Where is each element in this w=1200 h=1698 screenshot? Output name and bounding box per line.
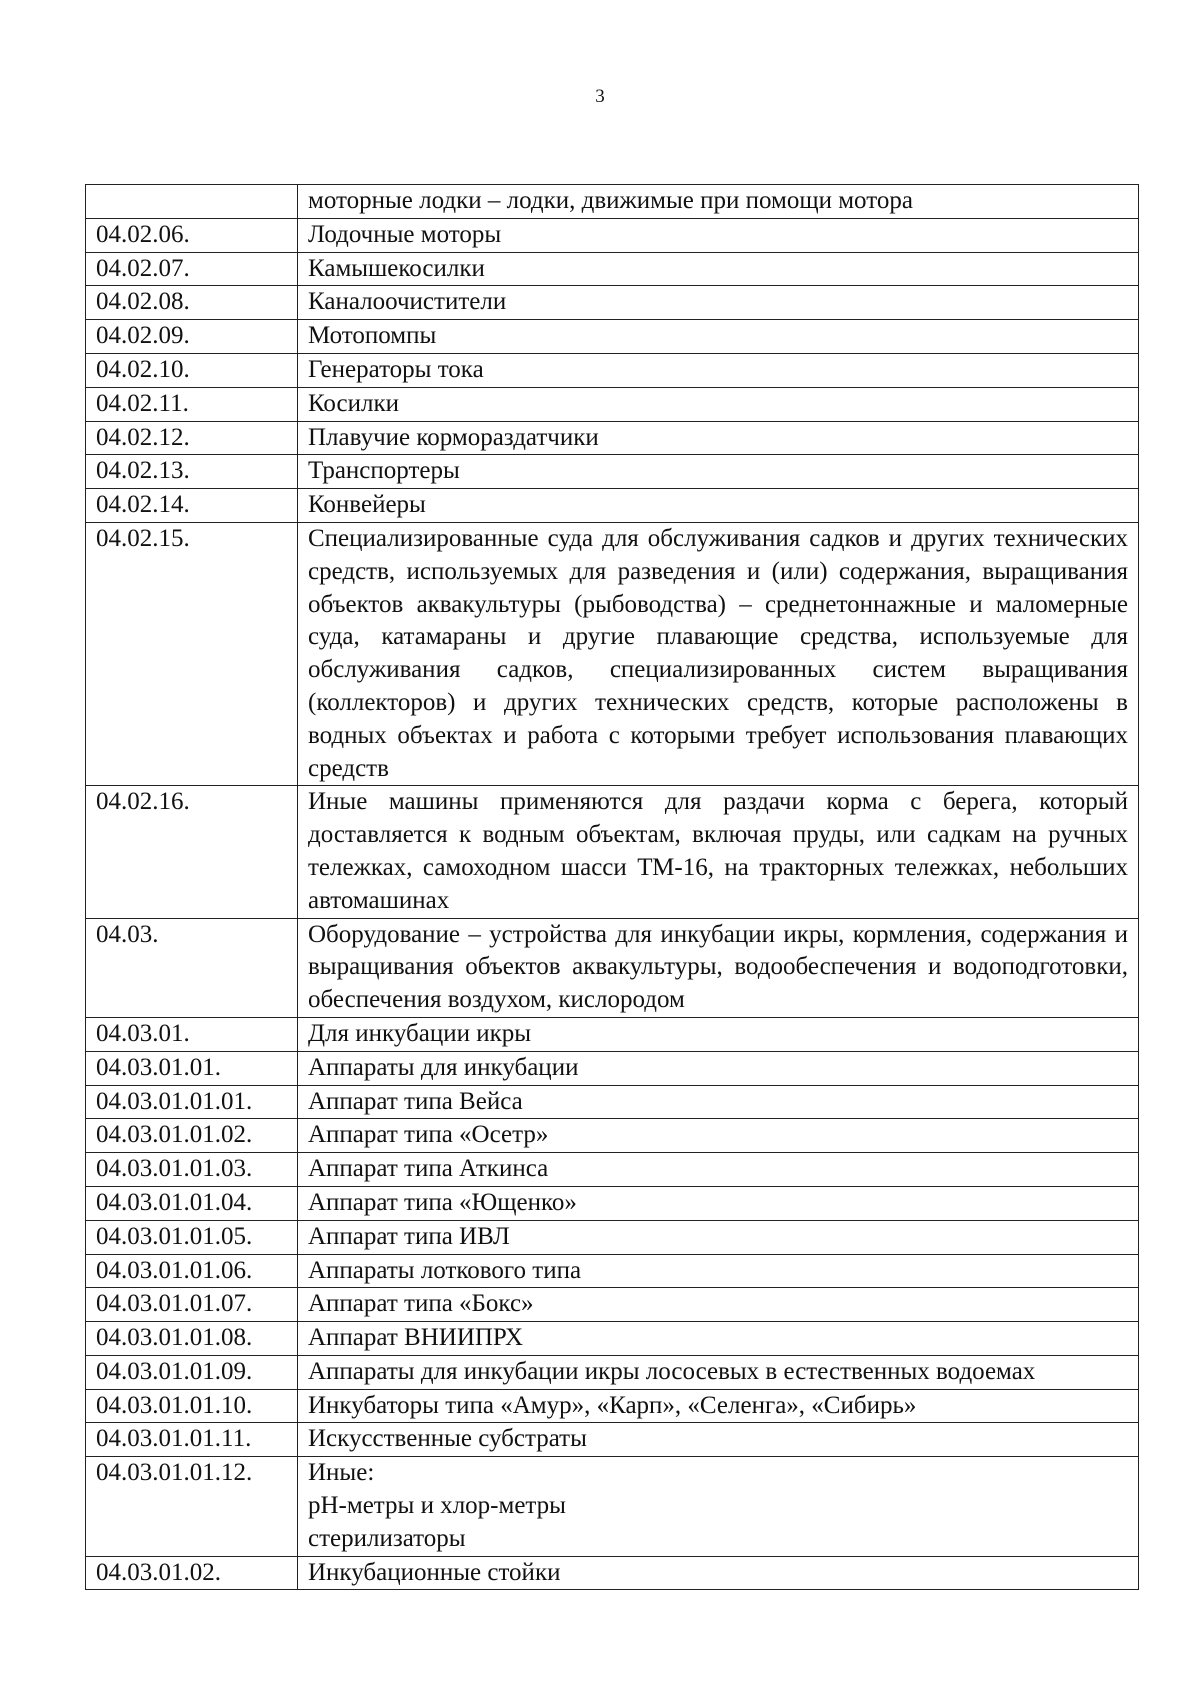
table-row (86, 1423, 1139, 1457)
row-code: 04.03.01.01.03. (86, 1153, 298, 1187)
table-row (86, 1556, 1139, 1590)
table-row (86, 1254, 1139, 1288)
row-description (298, 1355, 1139, 1389)
row-code: 04.03.01.01.02. (86, 1119, 298, 1153)
row-code: 04.02.08. (86, 286, 298, 320)
row-description (298, 455, 1139, 489)
description-line: Каналоочистители (308, 288, 507, 316)
table-row (86, 489, 1139, 523)
description-line: Аппараты лоткового типа (308, 1256, 582, 1284)
description-line: Транспортеры (308, 457, 460, 485)
row-description (298, 522, 1139, 785)
description-line: Аппарат типа Аткинса (308, 1155, 549, 1183)
description-line: Аппарат типа «Бокс» (308, 1290, 534, 1318)
description-line: Искусственные субстраты (308, 1425, 587, 1453)
row-description (298, 1254, 1139, 1288)
description-line: Аппараты для инкубации икры лососевых в естественных водоемах (308, 1357, 1036, 1385)
row-description (298, 918, 1139, 1017)
row-description (298, 353, 1139, 387)
description-line: Инкубаторы типа «Амур», «Карп», «Селенга», «Сибирь» (308, 1391, 917, 1419)
row-code: 04.02.16. (86, 786, 298, 918)
row-description (298, 185, 1139, 219)
classifier-table-body (86, 185, 1139, 1590)
table-row (86, 1457, 1139, 1556)
table-row (86, 353, 1139, 387)
table-row (86, 786, 1139, 918)
row-description (298, 786, 1139, 918)
row-description (298, 1085, 1139, 1119)
table-row (86, 1288, 1139, 1322)
description-line: Косилки (308, 389, 400, 417)
row-code: 04.02.12. (86, 421, 298, 455)
description-line: Лодочные моторы (308, 220, 502, 248)
row-description (298, 1322, 1139, 1356)
table-row (86, 320, 1139, 354)
table-row (86, 1220, 1139, 1254)
table-row (86, 918, 1139, 1017)
table-row (86, 1153, 1139, 1187)
row-code: 04.02.09. (86, 320, 298, 354)
description-line: Аппарат типа «Ющенко» (308, 1188, 577, 1216)
row-code: 04.03.01.01.06. (86, 1254, 298, 1288)
row-code: 04.02.15. (86, 522, 298, 785)
row-description (298, 1153, 1139, 1187)
description-line: Плавучие кормораздатчики (308, 423, 599, 451)
row-description (298, 218, 1139, 252)
row-description (298, 1220, 1139, 1254)
row-code: 04.03.01.01.04. (86, 1186, 298, 1220)
row-code: 04.03.01.01.05. (86, 1220, 298, 1254)
row-code: 04.03. (86, 918, 298, 1017)
row-code: 04.03.01.01.08. (86, 1322, 298, 1356)
row-description (298, 1423, 1139, 1457)
table-row (86, 1085, 1139, 1119)
table-row (86, 1389, 1139, 1423)
description-line: Иные: (308, 1459, 375, 1487)
row-code (86, 185, 298, 219)
row-description (298, 489, 1139, 523)
row-code: 04.03.01.01.10. (86, 1389, 298, 1423)
table-row (86, 286, 1139, 320)
row-code: 04.02.07. (86, 252, 298, 286)
description-line: Инкубационные стойки (308, 1558, 561, 1586)
table-row (86, 1119, 1139, 1153)
row-description (298, 286, 1139, 320)
row-code: 04.03.01.01.01. (86, 1085, 298, 1119)
row-code: 04.03.01.01.09. (86, 1355, 298, 1389)
description-line: Аппарат типа ИВЛ (308, 1222, 510, 1250)
table-row (86, 421, 1139, 455)
row-code: 04.03.01.02. (86, 1556, 298, 1590)
classifier-table (85, 184, 1139, 1590)
description-line: Иные машины применяются для раздачи корма с берега, который доставляется к водным объектам, включая пруды, или садкам на ручных тележках, самоходном шасси ТМ-16, на тракторных тележках, небольших автомашинах (308, 788, 1128, 914)
row-code: 04.02.06. (86, 218, 298, 252)
table-row (86, 522, 1139, 785)
description-line: Генераторы тока (308, 355, 484, 383)
table-row (86, 252, 1139, 286)
row-code: 04.02.11. (86, 387, 298, 421)
table-row (86, 1355, 1139, 1389)
table-row (86, 185, 1139, 219)
row-description (298, 421, 1139, 455)
table-row (86, 1322, 1139, 1356)
description-line: Мотопомпы (308, 322, 437, 350)
row-code: 04.03.01.01. (86, 1051, 298, 1085)
row-description (298, 1051, 1139, 1085)
table-row (86, 1051, 1139, 1085)
page-number: 3 (595, 86, 605, 107)
table-row (86, 455, 1139, 489)
row-code: 04.03.01. (86, 1017, 298, 1051)
row-code: 04.03.01.01.11. (86, 1423, 298, 1457)
table-row (86, 1017, 1139, 1051)
description-line: Оборудование – устройства для инкубации икры, кормления, содержания и выращивания объектов аквакультуры, водообеспечения и водоподготовки, обеспечения воздухом, кислородом (308, 920, 1128, 1014)
row-description (298, 1389, 1139, 1423)
description-line: Камышекосилки (308, 254, 485, 282)
description-line: Аппараты для инкубации (308, 1053, 579, 1081)
table-row (86, 1186, 1139, 1220)
row-description (298, 1186, 1139, 1220)
row-code: 04.02.10. (86, 353, 298, 387)
row-description (298, 1017, 1139, 1051)
row-description (298, 320, 1139, 354)
row-description (298, 1457, 1139, 1556)
description-line: Аппарат ВНИИПРХ (308, 1324, 524, 1352)
table-row (86, 218, 1139, 252)
description-line: Для инкубации икры (308, 1019, 532, 1047)
row-description (298, 1119, 1139, 1153)
description-line: стерилизаторы (308, 1524, 466, 1552)
description-line: Конвейеры (308, 491, 426, 519)
row-code: 04.02.14. (86, 489, 298, 523)
table-row (86, 387, 1139, 421)
row-description (298, 1288, 1139, 1322)
row-description (298, 1556, 1139, 1590)
row-code: 04.03.01.01.07. (86, 1288, 298, 1322)
row-description (298, 252, 1139, 286)
description-line: Аппарат типа Вейса (308, 1087, 523, 1115)
description-line: Специализированные суда для обслуживания садков и других технических средств, используемых для разведения и (или) содержания, выращивания объектов аквакультуры (рыбоводства) – среднетоннажные и маломерные суда, катамараны и другие плавающие средства, используемые для обслуживания садков, специализированных систем выращивания (коллекторов) и других технических средств, которые расположены в водных объектах и работа с которыми требует использования плавающих средств (308, 524, 1128, 782)
row-code: 04.03.01.01.12. (86, 1457, 298, 1556)
description-line: моторные лодки – лодки, движимые при помощи мотора (308, 187, 913, 214)
row-code: 04.02.13. (86, 455, 298, 489)
description-line: рН-метры и хлор-метры (308, 1492, 566, 1520)
description-line: Аппарат типа «Осетр» (308, 1121, 549, 1149)
row-description (298, 387, 1139, 421)
